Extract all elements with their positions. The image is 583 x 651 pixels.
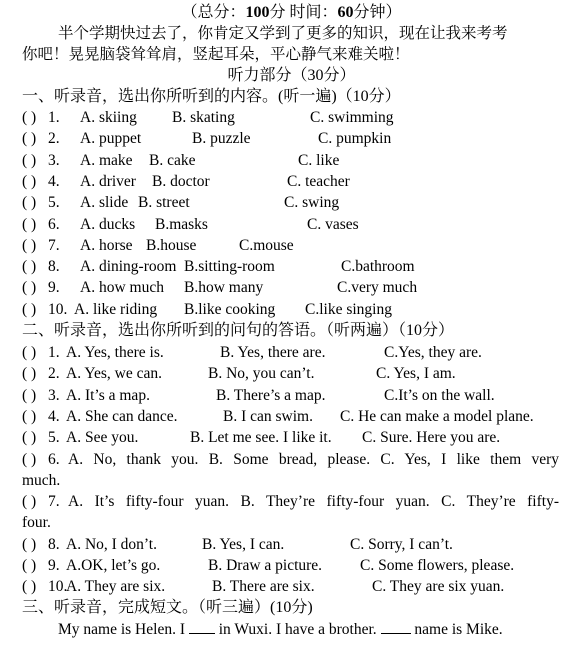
question-number: 4. [48, 172, 60, 190]
answer-bracket[interactable]: ( ) [22, 236, 37, 254]
question-continuation: four. [22, 514, 51, 532]
option-b: B. There are six. [212, 578, 315, 596]
answer-bracket[interactable]: ( ) [22, 300, 37, 318]
answer-bracket[interactable]: ( ) [22, 215, 37, 233]
option-c: C. like [298, 151, 340, 169]
option-a: A. horse [80, 236, 133, 254]
answer-blank-2[interactable] [381, 619, 411, 634]
option-a: A.OK, let’s go. [66, 557, 161, 574]
option-b: B. Draw a picture. [208, 557, 323, 574]
answer-bracket[interactable]: ( ) [22, 493, 37, 511]
option-a: A. skiing [80, 109, 137, 126]
option-a: A. ducks [80, 215, 136, 233]
answer-bracket[interactable]: ( ) [22, 151, 37, 169]
option-a: A. It’s a map. [66, 386, 150, 404]
question-number: 8. [48, 535, 60, 553]
option-a: A. See you. [66, 429, 139, 447]
question-row [22, 256, 559, 277]
answer-bracket[interactable]: ( ) [22, 365, 37, 383]
option-c: C. pumpkin [318, 130, 392, 148]
option-b: B. doctor [152, 172, 210, 190]
option-c: C.It’s on the wall. [384, 386, 495, 404]
answer-bracket[interactable]: ( ) [22, 344, 37, 361]
option-b: B.sitting-room [184, 258, 275, 276]
question-options: A. No, thank you. B. Some bread, please. C. Yes, I like them very [68, 450, 559, 468]
option-b: B. Let me see. I like it. [190, 429, 332, 447]
answer-bracket[interactable]: ( ) [22, 407, 37, 425]
option-b: B. Yes, I can. [202, 535, 285, 553]
question-row [22, 107, 559, 128]
question-row [22, 491, 559, 512]
question-number: 4. [48, 407, 60, 425]
answer-bracket[interactable]: ( ) [22, 535, 37, 553]
option-b: B. skating [172, 109, 235, 126]
option-c: C. teacher [287, 172, 350, 190]
question-row [22, 576, 559, 597]
option-c: C.Yes, they are. [384, 344, 482, 361]
question-row [22, 406, 559, 427]
option-c: C. He can make a model plane. [340, 407, 534, 425]
option-c: C. Sorry, I can’t. [350, 535, 453, 553]
question-row [22, 277, 559, 298]
option-c: C. Sure. Here you are. [362, 429, 501, 447]
question-number: 8. [48, 258, 60, 276]
question-row [22, 192, 559, 213]
question-row [22, 534, 559, 555]
question-number: 2. [48, 365, 60, 383]
section2-heading: 二、听录音，选出你所听到的问句的答语。（听两遍）（10分） [22, 322, 455, 339]
option-a: A. dining-room [80, 258, 177, 276]
section3-heading: 三、听录音，完成短文。（听三遍）(10分) [22, 599, 313, 616]
question-continuation: much. [22, 471, 61, 489]
answer-bracket[interactable]: ( ) [22, 172, 37, 190]
answer-bracket[interactable]: ( ) [22, 130, 37, 148]
question-row [22, 342, 559, 363]
question-number: 1. [48, 109, 60, 126]
passage-text: My name is Helen. I [58, 621, 185, 638]
option-a: A. They are six. [66, 578, 166, 596]
option-b: B. cake [149, 151, 196, 169]
listening-title: 听力部分（30分） [227, 67, 356, 84]
question-number: 3. [48, 386, 60, 404]
option-c: C. vases [307, 215, 359, 233]
question-number: 1. [48, 344, 60, 361]
question-row [22, 299, 559, 320]
section3-passage [58, 619, 557, 640]
option-c: C.very much [337, 279, 418, 297]
answer-bracket[interactable]: ( ) [22, 279, 37, 297]
option-b: B.house [146, 236, 197, 254]
option-b: B. There’s a map. [216, 386, 326, 404]
option-c: C. Some flowers, please. [360, 557, 515, 574]
question-row [22, 449, 559, 470]
total-score: 100 [245, 4, 270, 21]
answer-bracket[interactable]: ( ) [22, 194, 37, 212]
question-row [22, 128, 559, 149]
option-a: A. Yes, we can. [66, 365, 163, 383]
option-a: A. puppet [80, 130, 142, 148]
option-c: C. Yes, I am. [376, 365, 456, 383]
question-row [22, 385, 559, 406]
answer-bracket[interactable]: ( ) [22, 109, 37, 126]
option-a: A. No, I don’t. [66, 535, 157, 553]
question-number: 2. [48, 130, 60, 148]
option-b: B.like cooking [184, 300, 276, 318]
question-number: 9. [48, 279, 60, 297]
option-b: B.masks [155, 215, 208, 233]
section1-heading: 一、听录音，选出你所听到的内容。(听一遍)（10分） [22, 88, 401, 105]
question-number: 5. [48, 429, 60, 447]
question-number: 3. [48, 151, 60, 169]
intro-line-1: 半个学期快过去了，你肯定又学到了更多的知识，现在让我来考考 [58, 25, 508, 42]
question-row [22, 363, 559, 384]
option-a: A. Yes, there is. [66, 344, 164, 361]
option-b: B. No, you can’t. [208, 365, 315, 383]
option-b: B. Yes, there are. [220, 344, 326, 361]
passage-text: in Wuxi. I have a brother. [218, 621, 377, 638]
option-a: A. slide [80, 194, 129, 212]
option-c: C. They are six yuan. [372, 578, 505, 596]
option-c: C.like singing [305, 300, 392, 318]
header-label: （总分： [181, 4, 246, 21]
question-number: 9. [48, 557, 60, 574]
option-a: A. like riding [74, 300, 158, 318]
option-a: A. She can dance. [66, 407, 178, 425]
option-b: B. street [138, 194, 190, 212]
question-number: 5. [48, 194, 60, 212]
option-b: B. puzzle [192, 130, 251, 148]
option-a: A. make [80, 151, 133, 169]
answer-bracket[interactable]: ( ) [22, 386, 37, 404]
option-a: A. how much [80, 279, 164, 297]
question-number: 7. [48, 236, 60, 254]
answer-bracket[interactable]: ( ) [22, 429, 37, 447]
answer-bracket[interactable]: ( ) [22, 557, 37, 574]
option-c: C. swing [284, 194, 340, 212]
header-label: 分钟） [353, 4, 402, 21]
question-options: A. It’s fifty-four yuan. B. They’re fifty-four yuan. C. They’re fifty- [68, 493, 559, 511]
answer-bracket[interactable]: ( ) [22, 450, 37, 468]
question-number: 6. [48, 450, 60, 468]
option-b: B.how many [184, 279, 264, 297]
question-row [22, 555, 559, 576]
option-a: A. driver [80, 172, 136, 190]
intro-line-2: 你吧！晃晃脑袋耸耸肩，竖起耳朵，平心静气来难关啦！ [22, 46, 410, 63]
question-row [22, 427, 559, 448]
answer-blank-1[interactable] [189, 619, 215, 634]
answer-bracket[interactable]: ( ) [22, 578, 37, 596]
question-row [22, 150, 559, 171]
question-number: 10. [48, 578, 68, 596]
option-b: B. I can swim. [223, 407, 313, 425]
question-number: 10. [48, 300, 68, 318]
passage-text: name is Mike. [414, 621, 503, 638]
option-c: C. swimming [310, 109, 394, 126]
question-row [22, 214, 559, 235]
question-row [22, 235, 559, 256]
answer-bracket[interactable]: ( ) [22, 258, 37, 276]
exam-time: 60 [337, 4, 354, 21]
option-c: C.bathroom [341, 258, 415, 276]
header-label: 分 时间： [269, 4, 338, 21]
question-row [22, 171, 559, 192]
option-c: C.mouse [239, 236, 294, 254]
exam-header [0, 2, 583, 23]
question-number: 6. [48, 215, 60, 233]
question-number: 7. [48, 493, 60, 511]
